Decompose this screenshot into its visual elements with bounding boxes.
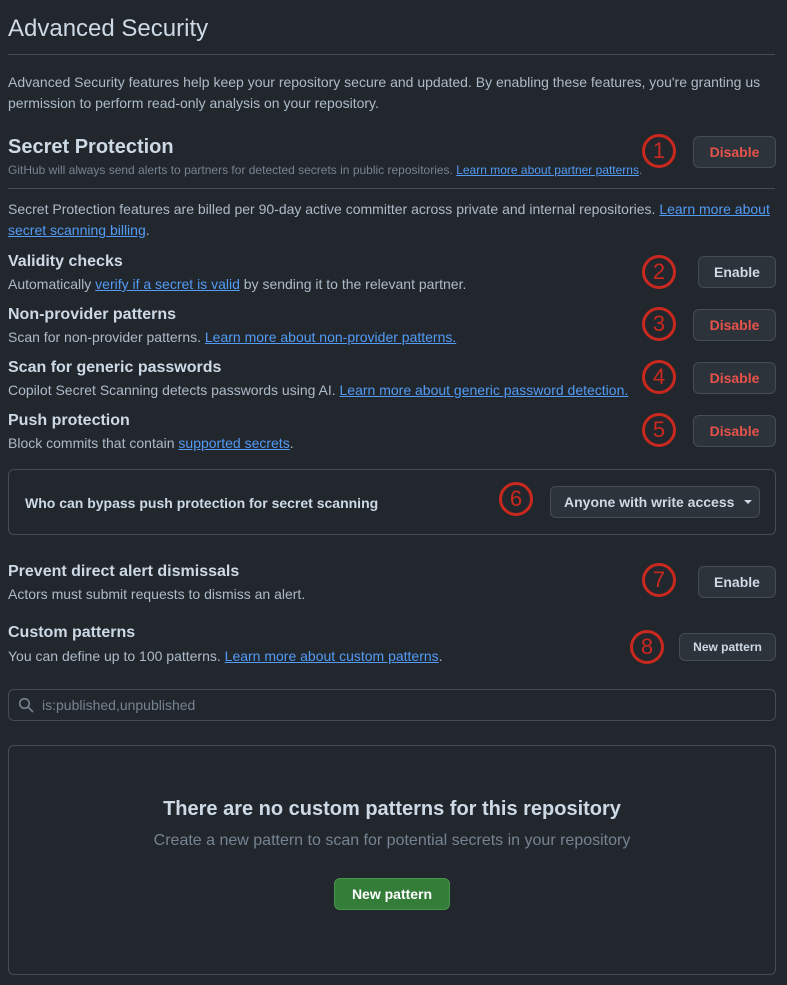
caret-down-icon — [744, 500, 752, 504]
note-text: GitHub will always send alerts to partners for detected secrets in public repositories. — [8, 163, 457, 177]
annotation-marker-8: 8 — [630, 630, 664, 664]
custom-patterns-desc — [8, 648, 443, 664]
annotation-marker-7: 7 — [642, 563, 676, 597]
pattern-search-input[interactable] — [8, 689, 776, 721]
prevent-dismissals-desc: Actors must submit requests to dismiss an alert. — [8, 586, 306, 602]
annotation-marker-2: 2 — [642, 255, 676, 289]
push-desc-pre: Block commits that contain — [8, 435, 179, 451]
bypass-settings-box — [8, 469, 776, 535]
push-protection-desc — [8, 435, 294, 451]
search-icon — [18, 697, 34, 713]
secret-protection-disable-button[interactable]: Disable — [693, 136, 776, 168]
validity-desc-post: by sending it to the relevant partner. — [239, 276, 467, 292]
empty-state-title: There are no custom patterns for this repository — [163, 798, 621, 820]
validity-checks-desc — [8, 276, 466, 292]
generic-passwords-desc — [8, 382, 628, 398]
page-title: Advanced Security — [8, 15, 209, 42]
bypass-selected-value: Anyone with write access — [564, 494, 735, 510]
prevent-dismissals-enable-button[interactable]: Enable — [698, 566, 776, 598]
note-end: . — [638, 163, 643, 177]
billing-link[interactable]: Learn more about secret scanning billing — [8, 201, 770, 238]
verify-secret-link[interactable]: verify if a secret is valid — [95, 276, 240, 292]
generic-passwords-disable-button[interactable]: Disable — [693, 362, 776, 394]
non-provider-desc-pre: Scan for non-provider patterns. — [8, 329, 205, 345]
custom-patterns-link[interactable]: Learn more about custom patterns — [224, 648, 439, 664]
intro-text: Advanced Security features help keep your repository secure and updated. By enabling these features, you're granting us permission to perform read-only analysis on your repository. — [8, 74, 761, 111]
push-protection-title: Push protection — [8, 412, 130, 429]
billing-end: . — [145, 222, 150, 238]
non-provider-patterns-desc — [8, 329, 456, 345]
supported-secrets-link[interactable]: supported secrets — [178, 435, 290, 451]
annotation-marker-5: 5 — [642, 413, 676, 447]
push-protection-disable-button[interactable]: Disable — [693, 415, 776, 447]
billing-text — [8, 199, 776, 241]
divider — [8, 188, 775, 189]
bypass-label: Who can bypass push protection for secret scanning — [25, 495, 379, 511]
custom-desc-post: . — [438, 648, 443, 664]
custom-patterns-empty-state — [8, 745, 776, 975]
validity-desc-pre: Automatically — [8, 276, 96, 292]
annotation-marker-3: 3 — [642, 307, 676, 341]
validity-checks-title: Validity checks — [8, 253, 123, 270]
secret-protection-title: Secret Protection — [8, 136, 174, 158]
generic-passwords-desc-pre: Copilot Secret Scanning detects passwords using AI. — [8, 382, 340, 398]
generic-password-link[interactable]: Learn more about generic password detection. — [339, 382, 629, 398]
new-pattern-primary-button[interactable]: New pattern — [334, 878, 450, 910]
custom-desc-pre: You can define up to 100 patterns. — [8, 648, 225, 664]
generic-passwords-title: Scan for generic passwords — [8, 359, 222, 376]
push-desc-post: . — [289, 435, 294, 451]
partner-patterns-link[interactable]: Learn more about partner patterns — [456, 163, 639, 177]
search-value: is:published,unpublished — [42, 697, 196, 713]
annotation-marker-6: 6 — [499, 482, 533, 516]
non-provider-disable-button[interactable]: Disable — [693, 309, 776, 341]
prevent-dismissals-title: Prevent direct alert dismissals — [8, 563, 240, 580]
non-provider-patterns-title: Non-provider patterns — [8, 306, 177, 323]
bypass-actor-dropdown[interactable] — [550, 486, 760, 518]
annotation-marker-1: 1 — [642, 134, 676, 168]
new-pattern-button-small[interactable]: New pattern — [679, 633, 776, 661]
billing-text-main: Secret Protection features are billed per 90-day active committer across private and internal repositories. — [8, 201, 660, 217]
custom-patterns-title: Custom patterns — [8, 624, 136, 641]
empty-state-desc: Create a new pattern to scan for potential secrets in your repository — [153, 832, 631, 849]
secret-protection-note — [8, 163, 642, 177]
annotation-marker-4: 4 — [642, 360, 676, 394]
divider — [8, 54, 775, 55]
validity-checks-enable-button[interactable]: Enable — [698, 256, 776, 288]
non-provider-link[interactable]: Learn more about non-provider patterns. — [204, 329, 457, 345]
